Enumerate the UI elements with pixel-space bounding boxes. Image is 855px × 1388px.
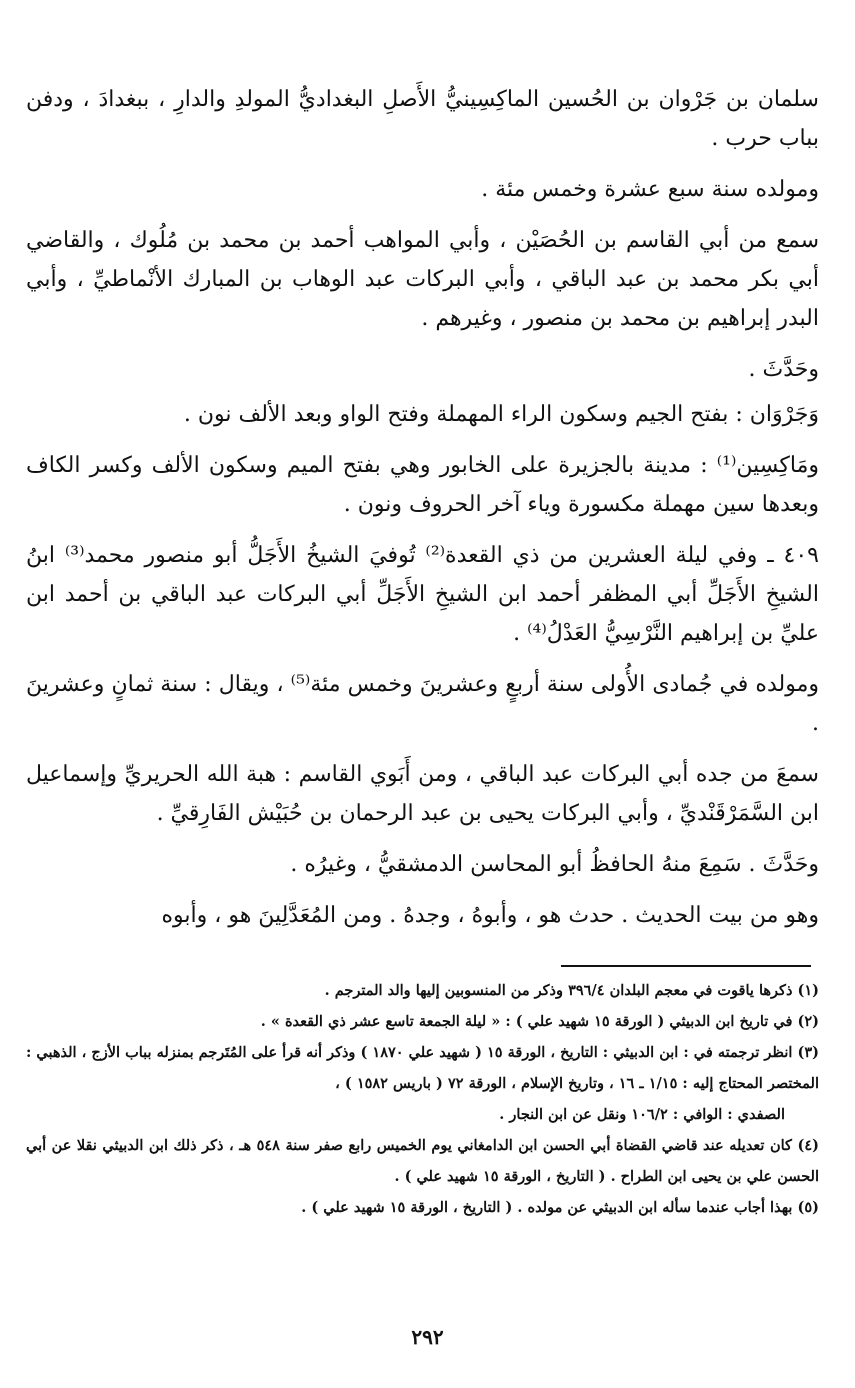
footnote-divider: [561, 965, 811, 967]
footnote-4: (٤) كان تعديله عند قاضي القضاة أبي الحسن ابن الدامغاني يوم الخميس رابع صفر سنة ٥٤٨ هـ ، ذكر ذلك ابن الدبيثي نقلا عن أبي الحسن علي بن يحيى ابن الطراح . ( التاريخ ، الورقة ١٥ شهيد علي ) .: [26, 1137, 819, 1185]
paragraph-birth: ومولده سنة سبع عشرة وخمس مئة .: [481, 177, 819, 202]
footnote-1: (١) ذكرها ياقوت في معجم البلدان ٣٩٦/٤ وذكر من المنسوبين إليها والد المترجم .: [324, 982, 819, 999]
footnotes: [26, 975, 819, 1223]
footnote-5: (٥) بهذا أجاب عندما سأله ابن الدبيثي عن مولده . ( التاريخ ، الورقة ١٥ شهيد علي ) .: [301, 1199, 819, 1216]
paragraph-students-409: وحَدَّثَ . سَمِعَ منهُ الحافظُ أبو المحاسن الدمشقيُّ ، وغيرُه .: [290, 852, 819, 877]
page-number: ٢٩٢: [411, 1325, 444, 1349]
paragraph-entry-409: ٤٠٩ ـ وفي ليلة العشرين من ذي القعدة⁽²⁾ تُوفيَ الشيخُ الأَجَلُّ أبو منصور محمد⁽³⁾ ابنُ الشيخِ الأَجَلِّ أبي المظفر أحمد ابن الشيخِ الأَجَلِّ أبي البركات عبد الباقي بن أحمد ابن عليِّ بن إبراهيم النَّرْسِيُّ العَدْلُ⁽⁴⁾ .: [26, 543, 819, 646]
paragraph-narrated: وحَدَّثَ .: [748, 357, 819, 382]
paragraph-jarwan-definition: وَجَرْوَان : بفتح الجيم وسكون الراء المهملة وفتح الواو وبعد الألف نون .: [183, 402, 819, 427]
paragraph-teachers-409: سمعَ من جده أبي البركات عبد الباقي ، ومن أَبَوي القاسم : هبة الله الحريريِّ وإسماعيل ابن السَّمَرْقَنْديِّ ، وأبي البركات يحيى بن عبد الرحمان بن حُبَيْش الفَارِقيِّ .: [26, 762, 819, 826]
paragraph-family-409: وهو من بيت الحديث . حدث هو ، وأبوهُ ، وجدهُ . ومن المُعَدَّلِينَ هو ، وأبوه: [161, 903, 819, 928]
footnote-2: (٢) في تاريخ ابن الدبيثي ( الورقة ١٥ شهيد علي ) : « ليلة الجمعة تاسع عشر ذي القعدة » .: [260, 1013, 819, 1030]
footnote-3-continuation: الصفدي : الوافي : ١٠٦/٢ ونقل عن ابن النجار .: [499, 1106, 785, 1123]
paragraph-biography-intro: سلمان بن جَرْوان بن الحُسين الماكِسِينيُّ الأَصلِ البغداديُّ المولدِ والدارِ ، ببغدادَ ، ودفن بباب حرب .: [26, 87, 819, 151]
paragraph-makisin-definition: ومَاكِسِين⁽¹⁾ : مدينة بالجزيرة على الخابور وهي بفتح الميم وسكون الألف وكسر الكاف وبعدها سين مهملة مكسورة وياء آخر الحروف ونون .: [26, 453, 819, 517]
footnote-3: (٣) انظر ترجمته في : ابن الدبيثي : التاريخ ، الورقة ١٥ ( شهيد علي ١٨٧٠ ) وذكر أنه قرأ على المُتَرجم بمنزله بباب الأزج ، الذهبي : المختصر المحتاج إليه : ١/١٥ ـ ١٦ ، وتاريخ الإسلام ، الورقة ٧٢ ( باريس ١٥٨٢ ) ،: [26, 1044, 819, 1092]
paragraph-birth-409: ومولده في جُمادى الأُولى سنة أربعٍ وعشرينَ وخمس مئة⁽⁵⁾ ، ويقال : سنة ثمانٍ وعشرينَ .: [26, 672, 819, 736]
paragraph-teachers: سمع من أبي القاسم بن الحُصَيْن ، وأبي المواهب أحمد بن محمد بن مُلُوك ، والقاضي أبي بكر محمد بن عبد الباقي ، وأبي البركات عبد الوهاب بن المبارك الأنْماطيِّ ، وأبي البدر إبراهيم بن محمد بن منصور ، وغيرهم .: [26, 228, 819, 331]
main-text: [26, 80, 819, 935]
